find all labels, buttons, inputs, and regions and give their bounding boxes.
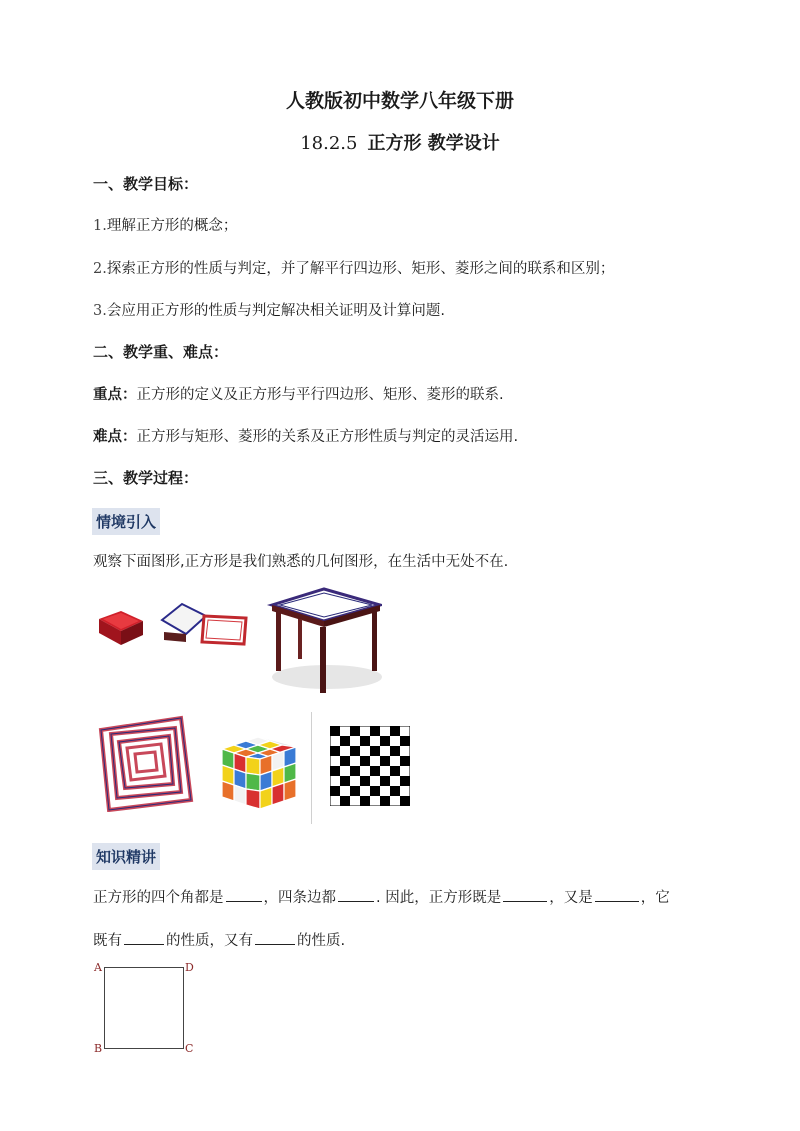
- key-point: 重点：正方形的定义及正方形与平行四边形、矩形、菱形的联系.: [93, 387, 504, 403]
- blank-field[interactable]: [255, 930, 295, 945]
- goal-item-2: 2.探索正方形的性质与判定，并了解平行四边形、矩形、菱形之间的联系和区别；: [93, 261, 615, 277]
- heading-teaching-process: 三、教学过程：: [93, 469, 199, 487]
- open-box-icon: [160, 598, 250, 653]
- fill-in-line-2: 既有 的性质，又有 的性质.: [93, 929, 345, 950]
- blank-field[interactable]: [595, 887, 639, 902]
- image-divider: [311, 712, 312, 824]
- square-table-icon: [262, 585, 382, 697]
- nested-squares-icon: [95, 712, 195, 812]
- vertex-label-d: D: [185, 961, 194, 974]
- blank-field[interactable]: [124, 930, 164, 945]
- heading-key-points: 二、教学重、难点：: [93, 343, 229, 361]
- fill-in-line-1: 正方形的四个角都是 ，四条边都 . 因此，正方形既是 ，又是 ，它: [93, 886, 670, 907]
- blank-field[interactable]: [503, 887, 547, 902]
- heading-teaching-goals: 一、教学目标：: [93, 175, 199, 193]
- blank-field[interactable]: [338, 887, 374, 902]
- intro-text: 观察下面图形,正方形是我们熟悉的几何图形，在生活中无处不在.: [93, 554, 509, 570]
- goal-item-1: 1.理解正方形的概念；: [93, 218, 238, 234]
- blank-field[interactable]: [226, 887, 262, 902]
- document-subtitle: [0, 129, 800, 155]
- tag-scenario-intro: 情境引入: [92, 508, 160, 535]
- vertex-label-a: A: [94, 961, 102, 974]
- square-abcd-diagram: [104, 967, 184, 1049]
- tag-knowledge: 知识精讲: [92, 843, 160, 870]
- red-box-icon: [95, 605, 147, 650]
- vertex-label-c: C: [185, 1042, 194, 1055]
- vertex-label-b: B: [94, 1042, 103, 1055]
- section-number: 18.2.5: [300, 133, 358, 154]
- difficult-point: 难点：正方形与矩形、菱形的关系及正方形性质与判定的灵活运用.: [93, 429, 519, 445]
- rubiks-cube-icon: [218, 735, 300, 815]
- subtitle-text: 正方形 教学设计: [367, 133, 500, 154]
- goal-item-3: 3.会应用正方形的性质与判定解决相关证明及计算问题.: [93, 303, 445, 319]
- checkerboard-icon: [330, 726, 410, 806]
- document-title: 人教版初中数学八年级下册: [285, 90, 514, 112]
